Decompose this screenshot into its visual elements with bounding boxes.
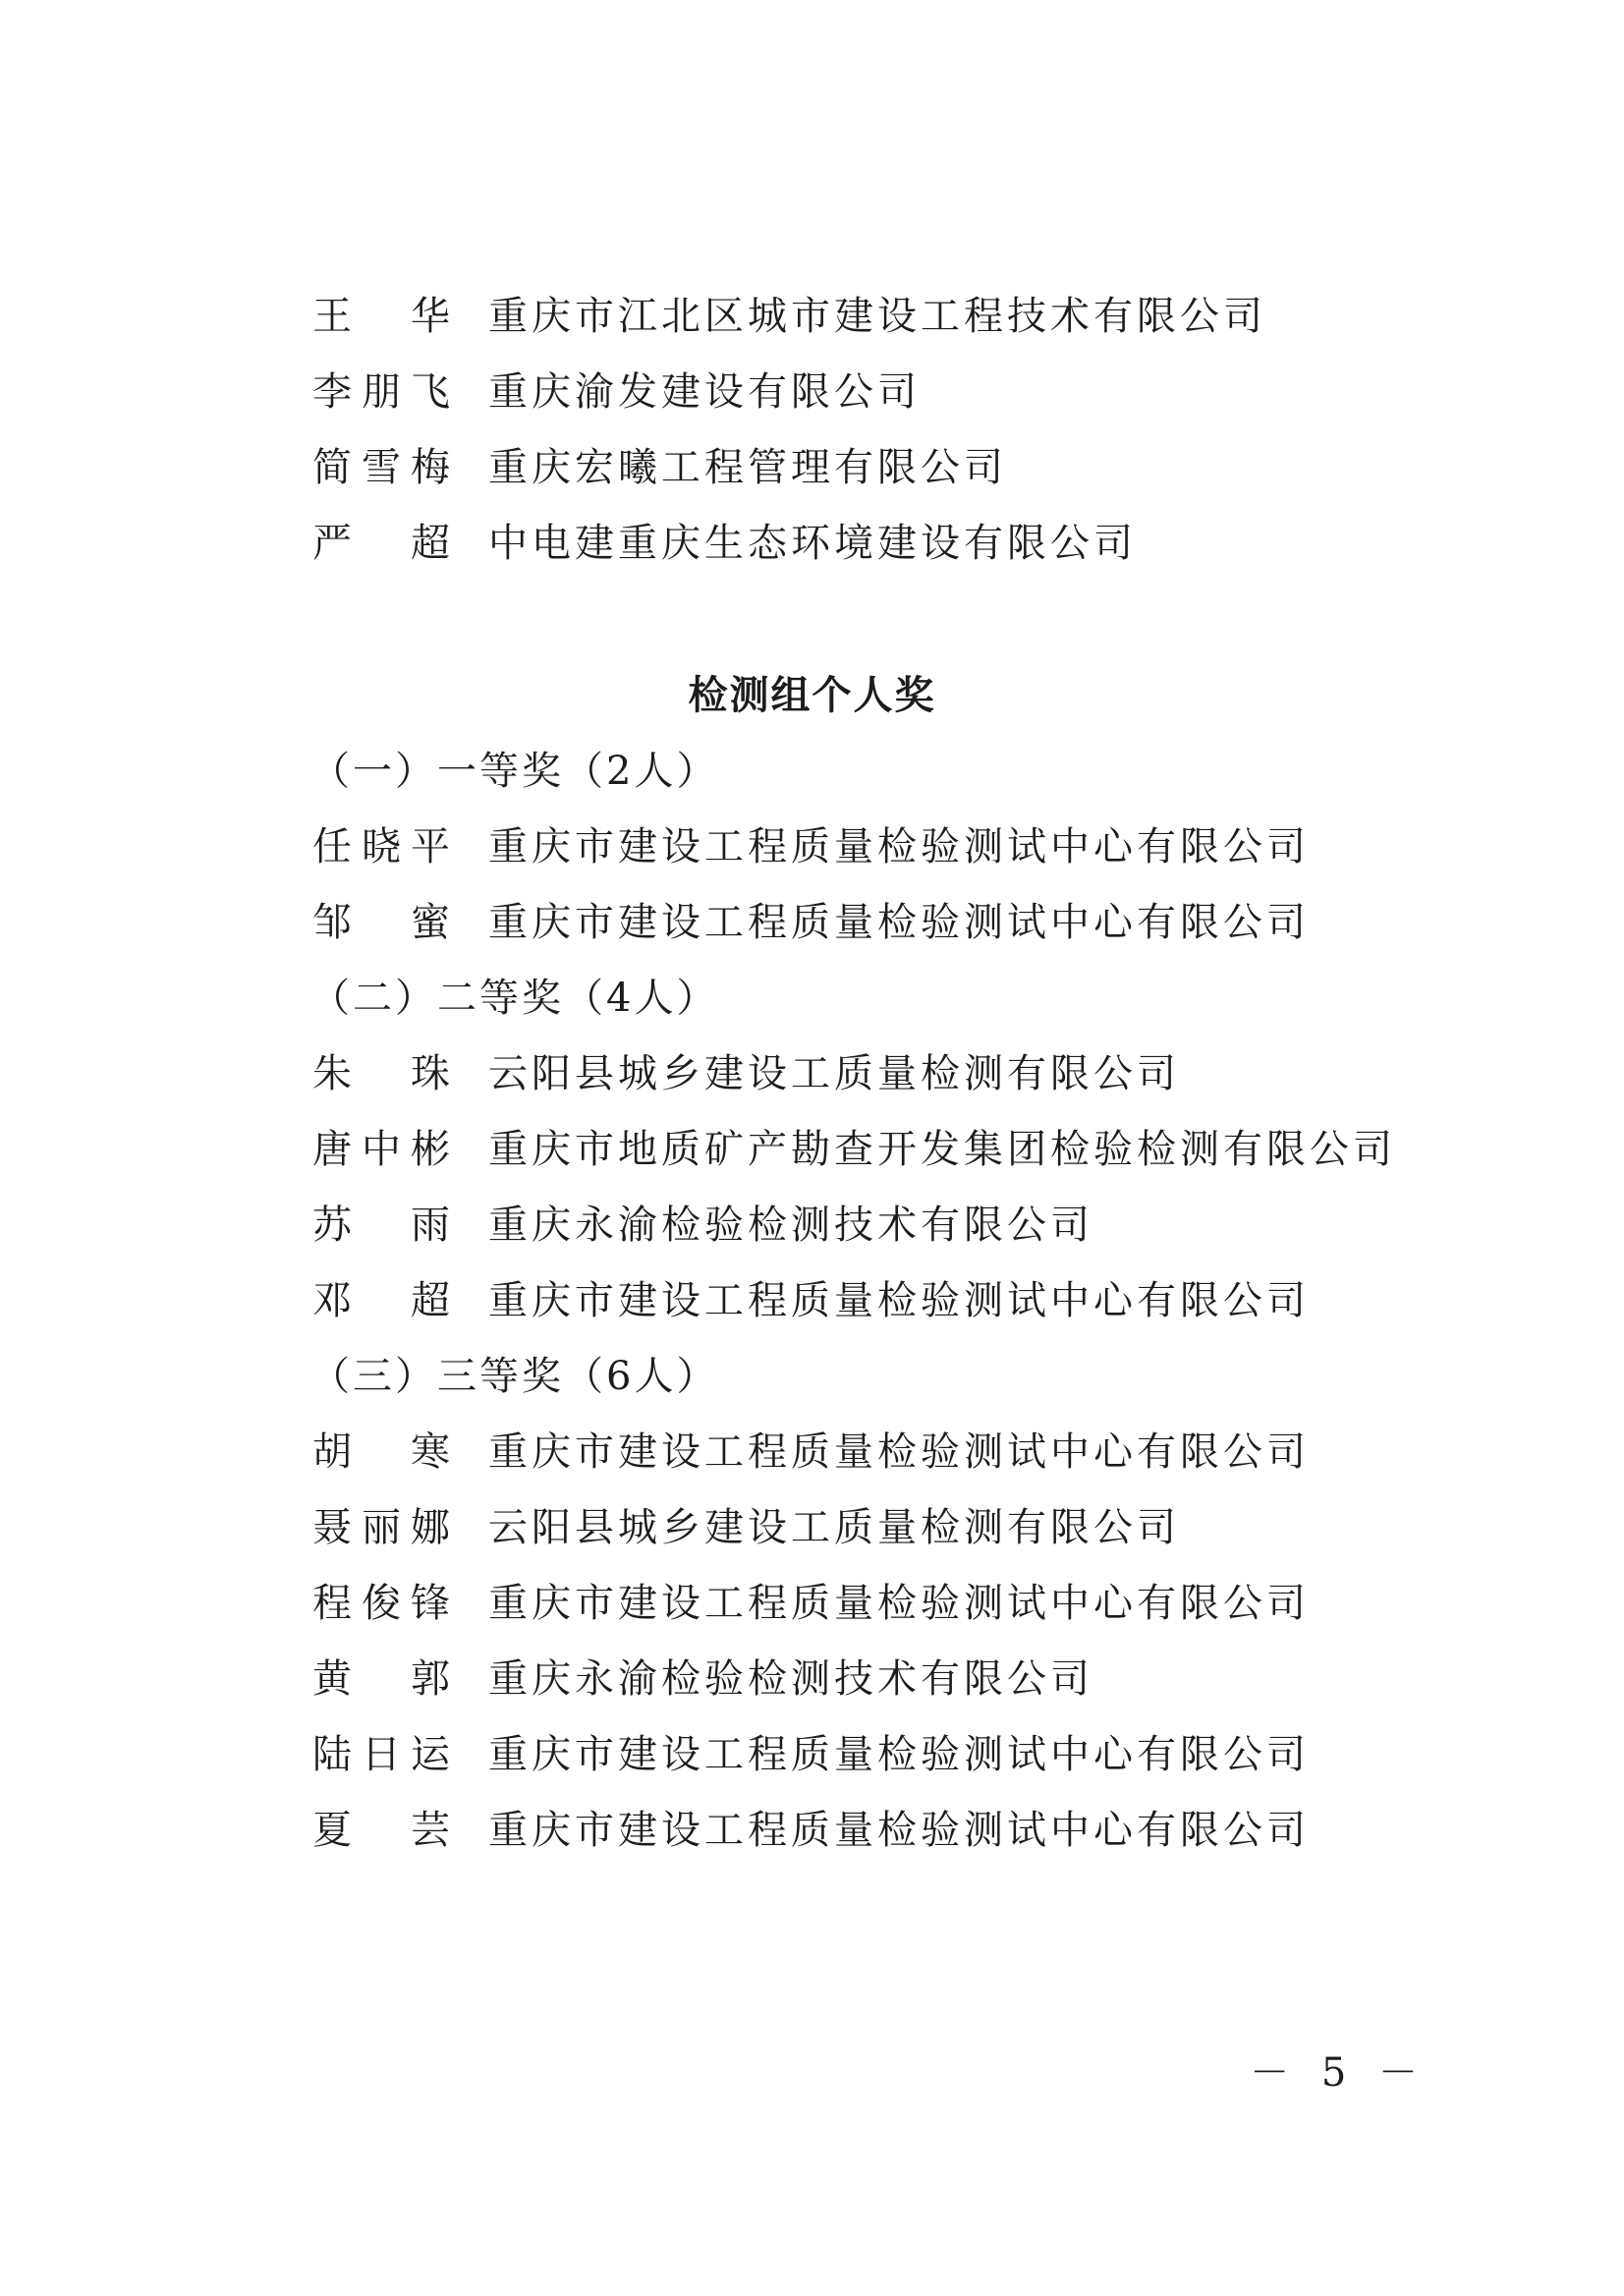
list-item [0, 438, 1624, 497]
organization-name: 云阳县城乡建设工质量检测有限公司 [488, 1505, 1180, 1550]
person-name: 唐 中 彬 [312, 1127, 450, 1172]
organization-name: 重庆市建设工程质量检验测试中心有限公司 [488, 1581, 1310, 1626]
prize-heading-second: （二）二等奖（4人） [310, 976, 719, 1021]
person-name: 简 雪 梅 [312, 445, 450, 490]
person-name: 任 晓 平 [312, 824, 450, 869]
list-item [0, 1196, 1624, 1255]
organization-name: 重庆市建设工程质量检验测试中心有限公司 [488, 1732, 1310, 1777]
person-name: 黄 郭 [312, 1656, 450, 1702]
person-name: 李 朋 飞 [312, 369, 450, 415]
person-name: 严 超 [312, 521, 450, 566]
list-item [0, 514, 1624, 573]
organization-name: 重庆市地质矿产勘查开发集团检验检测有限公司 [488, 1127, 1396, 1172]
list-item [0, 817, 1624, 876]
section-title: 检测组个人奖 [688, 673, 936, 718]
list-item [0, 893, 1624, 952]
list-item [0, 1120, 1624, 1179]
organization-name: 重庆市建设工程质量检验测试中心有限公司 [488, 824, 1310, 869]
organization-name: 重庆市建设工程质量检验测试中心有限公司 [488, 900, 1310, 945]
page-number: － 5 － [1250, 2050, 1428, 2096]
list-item [0, 287, 1624, 346]
person-name: 程 俊 锋 [312, 1581, 450, 1626]
organization-name: 重庆渝发建设有限公司 [488, 369, 921, 415]
list-item [0, 1650, 1624, 1708]
organization-name: 重庆市建设工程质量检验测试中心有限公司 [488, 1429, 1310, 1475]
person-name: 聂 丽 娜 [312, 1505, 450, 1550]
person-name: 陆 日 运 [312, 1732, 450, 1777]
organization-name: 重庆市建设工程质量检验测试中心有限公司 [488, 1278, 1310, 1323]
list-item [0, 1801, 1624, 1860]
list-item [0, 1725, 1624, 1784]
person-name: 邹 蜜 [312, 900, 450, 945]
person-name: 胡 寒 [312, 1429, 450, 1475]
prize-heading-third: （三）三等奖（6人） [310, 1354, 719, 1399]
list-item [0, 363, 1624, 421]
list-item [0, 1574, 1624, 1633]
organization-name: 重庆永渝检验检测技术有限公司 [488, 1656, 1093, 1702]
person-name: 邓 超 [312, 1278, 450, 1323]
organization-name: 重庆市建设工程质量检验测试中心有限公司 [488, 1808, 1310, 1853]
organization-name: 重庆永渝检验检测技术有限公司 [488, 1203, 1093, 1248]
person-name: 夏 芸 [312, 1808, 450, 1853]
organization-name: 重庆市江北区城市建设工程技术有限公司 [488, 294, 1266, 339]
person-name: 朱 珠 [312, 1051, 450, 1096]
list-item [0, 1044, 1624, 1103]
organization-name: 中电建重庆生态环境建设有限公司 [488, 521, 1137, 566]
organization-name: 重庆宏曦工程管理有限公司 [488, 445, 1007, 490]
person-name: 王 华 [312, 294, 450, 339]
prize-heading-first: （一）一等奖（2人） [310, 749, 719, 794]
list-item [0, 1498, 1624, 1557]
organization-name: 云阳县城乡建设工质量检测有限公司 [488, 1051, 1180, 1096]
list-item [0, 1423, 1624, 1482]
list-item [0, 1271, 1624, 1330]
person-name: 苏 雨 [312, 1203, 450, 1248]
